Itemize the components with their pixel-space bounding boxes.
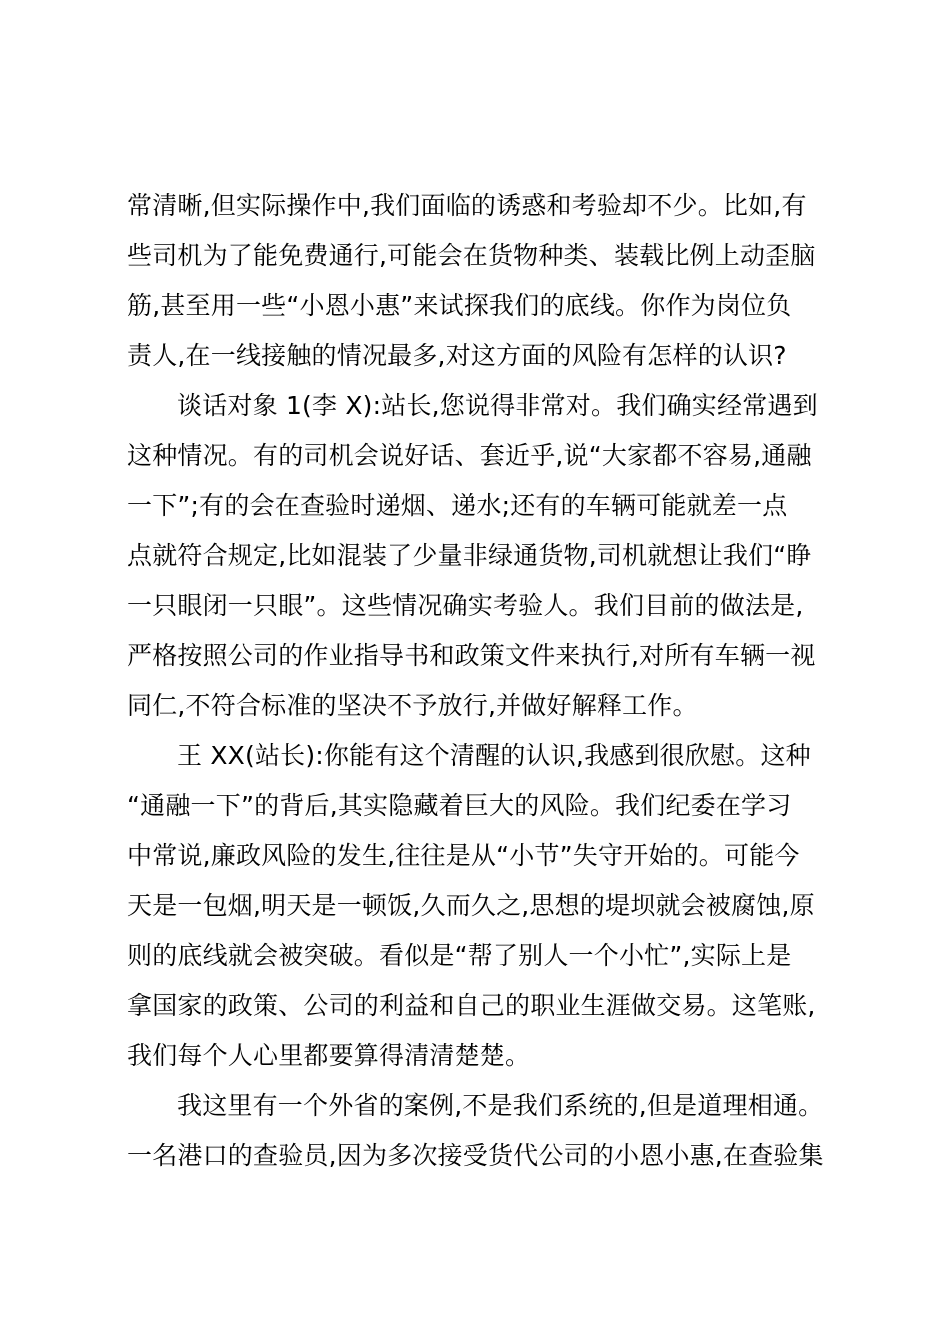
text-line: “通融一下”的背后,其实隐藏着巨大的风险。我们纪委在学习 <box>127 791 792 820</box>
text-line: 一下”;有的会在查验时递烟、递水;还有的车辆可能就差一点 <box>127 491 788 520</box>
text-line: 些司机为了能免费通行,可能会在货物种类、装载比例上动歪脑 <box>127 241 816 270</box>
text-line: 中常说,廉政风险的发生,往往是从“小节”失守开始的。可能今 <box>127 841 800 870</box>
paragraph-first-line: 谈话对象 1(李 X):站长,您说得非常对。我们确实经常遇到 <box>177 391 818 420</box>
text-line: 同仁,不符合标准的坚决不予放行,并做好解释工作。 <box>127 691 698 720</box>
text-line: 筋,甚至用一些“小恩小惠”来试探我们的底线。你作为岗位负 <box>127 291 792 320</box>
text-line: 则的底线就会被突破。看似是“帮了别人一个小忙”,实际上是 <box>127 941 792 970</box>
text-line: 严格按照公司的作业指导书和政策文件来执行,对所有车辆一视 <box>127 641 816 670</box>
text-line: 一名港口的查验员,因为多次接受货代公司的小恩小惠,在查验集 <box>127 1141 824 1170</box>
paragraph-first-line: 我这里有一个外省的案例,不是我们系统的,但是道理相通。 <box>177 1091 824 1120</box>
text-line: 责人,在一线接触的情况最多,对这方面的风险有怎样的认识? <box>127 341 787 370</box>
text-line: 点就符合规定,比如混装了少量非绿通货物,司机就想让我们“睁 <box>127 541 812 570</box>
text-line: 天是一包烟,明天是一顿饭,久而久之,思想的堤坝就会被腐蚀,原 <box>127 891 815 920</box>
text-line: 我们每个人心里都要算得清清楚楚。 <box>127 1041 531 1070</box>
text-line: 一只眼闭一只眼”。这些情况确实考验人。我们目前的做法是, <box>127 591 804 620</box>
text-line: 拿国家的政策、公司的利益和自己的职业生涯做交易。这笔账, <box>127 991 816 1020</box>
text-line: 这种情况。有的司机会说好话、套近乎,说“大家都不容易,通融 <box>127 441 812 470</box>
paragraph-first-line: 王 XX(站长):你能有这个清醒的认识,我感到很欣慰。这种 <box>177 741 811 770</box>
text-line: 常清晰,但实际操作中,我们面临的诱惑和考验却不少。比如,有 <box>127 191 807 220</box>
